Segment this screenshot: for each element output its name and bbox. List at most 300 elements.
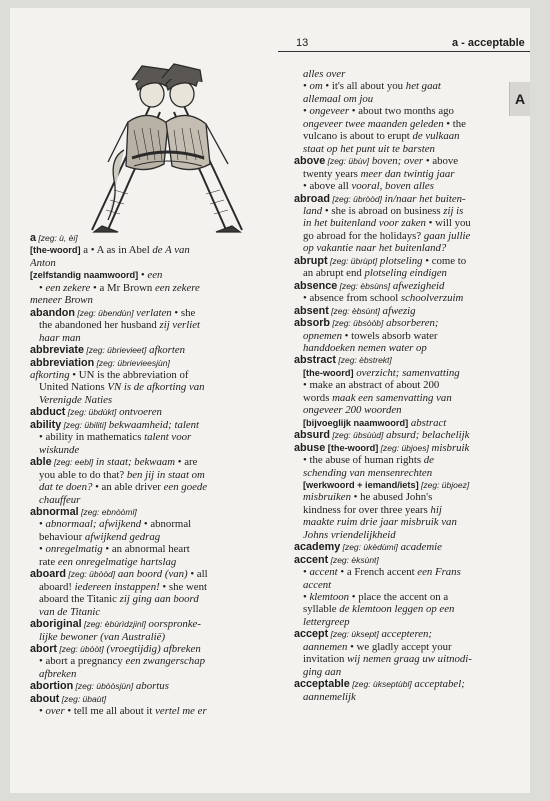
- line-text: meer dan twintig jaar: [360, 167, 455, 180]
- line-text: • all: [187, 568, 208, 581]
- dictionary-line: [30, 693, 252, 705]
- dictionary-line: [30, 543, 252, 555]
- dictionary-line: [294, 454, 510, 466]
- dictionary-line: [294, 68, 510, 80]
- line-text: abnormaal; afwijkend: [45, 518, 142, 531]
- line-text: • abort a pregnancy: [39, 655, 126, 668]
- line-text: [zeg: übòòd]: [66, 569, 116, 580]
- dictionary-line: [294, 105, 510, 117]
- dictionary-page: [10, 8, 530, 793]
- line-text: •: [39, 543, 46, 556]
- dictionary-line: [30, 705, 252, 717]
- dictionary-line: [30, 494, 252, 506]
- line-text: in staat; bekwaam: [93, 456, 176, 469]
- dictionary-line: [294, 205, 510, 217]
- dictionary-line: [294, 529, 510, 541]
- line-text: gaan jullie: [423, 229, 471, 242]
- dictionary-line: [30, 294, 252, 306]
- line-text: opnemen: [303, 329, 342, 342]
- line-text: wij nemen graag uw uitnodi-: [347, 653, 472, 666]
- line-text: [the-woord]: [30, 245, 81, 256]
- headword: accent: [294, 553, 329, 566]
- line-text: •: [303, 566, 310, 579]
- dictionary-line: [30, 419, 252, 431]
- line-text: [zeg: èbùrìdzjinl]: [81, 619, 146, 630]
- dictionary-line: [294, 566, 510, 578]
- line-text: ben jij in staat om: [126, 468, 205, 481]
- line-text: Anton: [30, 256, 56, 269]
- line-text: [zeg: übsùùd]: [330, 430, 384, 441]
- line-text: [zeg: ù, èi]: [36, 233, 78, 243]
- dictionary-line: [294, 392, 510, 404]
- dictionary-line: [30, 506, 252, 518]
- line-text: Johns vriendelijkheid: [303, 528, 396, 541]
- line-text: meneer Brown: [30, 294, 93, 307]
- headword: abbreviation: [30, 356, 95, 369]
- dictionary-line: [294, 168, 510, 180]
- dictionary-line: [30, 568, 252, 580]
- line-text: oorspronke-: [145, 618, 201, 631]
- headword: absence: [294, 279, 338, 292]
- dictionary-line: [294, 267, 510, 279]
- line-text: afwezig: [379, 304, 416, 317]
- line-text: acceptabel;: [411, 678, 465, 691]
- line-text: wiskunde: [39, 443, 80, 456]
- dictionary-line: [30, 257, 252, 269]
- line-text: een zekere: [155, 281, 200, 294]
- line-text: vertel me er: [155, 705, 207, 718]
- line-text: [zeg: èbsùnt]: [328, 305, 380, 316]
- line-text: staat op het punt uit te barsten: [303, 142, 435, 155]
- line-text: lettergreep: [303, 615, 350, 628]
- line-text: abstract: [408, 416, 447, 429]
- line-text: zij is: [443, 204, 464, 217]
- dictionary-line: [294, 678, 510, 690]
- dictionary-line: [294, 554, 510, 566]
- line-text: [zeg: übendùn]: [75, 307, 134, 318]
- line-text: schending van mensenrechten: [303, 466, 433, 479]
- line-text: the abandoned her husband: [39, 319, 160, 332]
- line-text: • a Mr Brown: [90, 281, 155, 294]
- line-text: • she went: [159, 580, 207, 593]
- page-number: 13: [296, 37, 309, 49]
- line-text: talent voor: [144, 431, 192, 444]
- line-text: in het buitenland voor zaken: [303, 217, 426, 230]
- dictionary-line: [30, 593, 252, 605]
- line-text: in/naar het buiten-: [381, 192, 466, 205]
- dictionary-line: [294, 666, 510, 678]
- dictionary-line: [294, 305, 510, 317]
- line-text: absurd; belachelijk: [383, 429, 470, 442]
- dictionary-line: [294, 653, 510, 665]
- dictionary-line: [294, 118, 510, 130]
- line-text: het gaat: [405, 80, 441, 93]
- line-text: [zeg: übaùt]: [59, 693, 107, 704]
- line-text: allemaal om jou: [303, 92, 374, 105]
- dictionary-line: [294, 404, 510, 416]
- line-text: vulcano is about to erupt: [303, 130, 413, 143]
- dictionary-line: [294, 242, 510, 254]
- line-text: (vroegtijdig) afbreken: [103, 642, 201, 655]
- line-text: bekwaamheid; talent: [106, 418, 200, 431]
- headword: abstract: [294, 354, 337, 367]
- line-text: [zeg: ùbòòsjùn]: [73, 681, 134, 692]
- line-text: accent: [309, 566, 338, 579]
- line-text: • we gladly accept your: [347, 640, 452, 653]
- dictionary-line: [30, 655, 252, 667]
- line-text: onregelmatig: [45, 543, 103, 556]
- line-text: • the abuse of human rights: [303, 454, 424, 467]
- line-text: you able to do that?: [39, 468, 127, 481]
- dictionary-line: [294, 130, 510, 142]
- line-text: • she: [171, 306, 196, 319]
- line-text: behaviour: [39, 530, 85, 543]
- line-text: misbruik: [428, 441, 470, 454]
- headword: about: [30, 692, 60, 705]
- line-text: schoolverzuim: [400, 292, 464, 305]
- line-text: absorberen;: [383, 317, 439, 330]
- dictionary-line: [294, 367, 510, 379]
- headword: absorb: [294, 317, 330, 330]
- line-text: • UN is the abbreviation of: [69, 368, 189, 381]
- headword: able: [30, 456, 52, 469]
- dictionary-line: [294, 429, 510, 441]
- line-text: •: [303, 105, 310, 118]
- line-text: haar man: [39, 331, 81, 344]
- line-text: • towels absorb water: [341, 329, 438, 342]
- headword: abduct: [30, 406, 66, 419]
- line-text: een zwangerschap: [125, 655, 205, 668]
- line-text: afkorten: [146, 344, 186, 357]
- line-text: [zeg: èbstrekt]: [336, 355, 392, 366]
- headword: abrupt: [294, 254, 328, 267]
- left-column: [30, 232, 252, 718]
- dictionary-line: [30, 319, 252, 331]
- headword: aboard: [30, 568, 66, 581]
- line-text: • an abnormal heart: [102, 543, 190, 556]
- line-text: overzicht; samenvatting: [353, 366, 460, 379]
- line-text: plotseling: [377, 254, 423, 267]
- dictionary-line: [30, 456, 252, 468]
- line-text: land: [303, 204, 323, 217]
- line-text: •: [138, 269, 148, 282]
- dictionary-line: [30, 357, 252, 369]
- line-text: verlaten: [133, 306, 172, 319]
- letter-a-illustration: [62, 50, 272, 240]
- line-text: • the: [443, 117, 466, 130]
- dictionary-line: [294, 230, 510, 242]
- line-text: maakte ruim drie jaar misbruik van: [303, 516, 457, 529]
- dictionary-line: [30, 394, 252, 406]
- dictionary-line: [294, 504, 510, 516]
- line-text: [bijvoeglijk naamwoord]: [303, 417, 409, 428]
- dictionary-line: [294, 467, 510, 479]
- line-text: •: [39, 705, 46, 718]
- line-text: alles over: [303, 68, 346, 80]
- line-text: • above all: [303, 180, 352, 193]
- line-text: • place the accent on a: [349, 591, 449, 604]
- line-text: [zeg: übjoes]: [378, 442, 429, 453]
- dictionary-line: [294, 143, 510, 155]
- dictionary-line: [294, 603, 510, 615]
- headword: accept: [294, 628, 329, 641]
- line-text: op vakantie naar het buitenland?: [303, 242, 447, 255]
- line-text: • make an abstract of about 200: [303, 379, 440, 392]
- dictionary-line: [294, 579, 510, 591]
- line-text: chauffeur: [39, 493, 81, 506]
- dictionary-line: [30, 618, 252, 630]
- dictionary-line: [30, 381, 252, 393]
- line-text: United Nations: [39, 381, 108, 394]
- dictionary-line: [294, 193, 510, 205]
- line-text: afkorting: [30, 368, 70, 381]
- line-text: zij verliet: [159, 319, 201, 332]
- line-text: iedereen instappen!: [74, 580, 160, 593]
- line-text: [the-woord]: [303, 367, 354, 378]
- dictionary-line: [294, 479, 510, 491]
- line-text: • absence from school: [303, 292, 401, 305]
- line-text: een Frans: [417, 566, 461, 579]
- line-text: accent: [303, 578, 332, 591]
- right-column: [294, 68, 510, 703]
- dictionary-line: [30, 581, 252, 593]
- line-text: [zeg: èksùnt]: [328, 554, 379, 565]
- line-text: syllable: [303, 603, 340, 616]
- line-text: ontvoeren: [116, 406, 162, 419]
- thumb-index-tab: [509, 82, 530, 116]
- line-text: invitation: [303, 653, 348, 666]
- line-text: ongeveer 200 woorden: [303, 404, 402, 417]
- line-text: [zeg: èbsùns]: [337, 280, 391, 291]
- line-text: [zeg: ùkèdùmi]: [340, 542, 398, 553]
- line-text: an abrupt end: [303, 267, 365, 280]
- line-text: plotseling eindigen: [364, 267, 447, 280]
- dictionary-line: [30, 344, 252, 356]
- line-text: [zeg: ùbòòt]: [57, 643, 104, 654]
- headword: absurd: [294, 429, 330, 442]
- line-text: • he abused John's: [350, 491, 433, 504]
- line-text: maak een samenvatting van: [332, 391, 452, 404]
- line-text: [zeg: übrùpt]: [327, 255, 378, 266]
- line-text: words: [303, 391, 333, 404]
- dictionary-line: [30, 232, 252, 244]
- headword: a: [30, 232, 37, 244]
- dictionary-line: [30, 244, 252, 256]
- line-text: [zeg: übsòòb]: [330, 318, 384, 329]
- dictionary-line: [30, 606, 252, 618]
- dictionary-line: [294, 317, 510, 329]
- line-text: twenty years: [303, 167, 361, 180]
- line-text: [zeg: übrievieesjùn]: [94, 357, 170, 368]
- dictionary-line: [30, 518, 252, 530]
- line-text: • will you: [425, 217, 471, 230]
- headword: abuse: [294, 441, 326, 454]
- line-text: VN is de afkorting van: [107, 381, 205, 394]
- entry-range: a - acceptable: [452, 37, 525, 49]
- headword: abortion: [30, 680, 74, 693]
- line-text: een zekere: [45, 281, 91, 294]
- line-text: over: [45, 705, 65, 718]
- dictionary-line: [30, 531, 252, 543]
- headword: abnormal: [30, 505, 79, 518]
- line-text: de klemtoon leggen op een: [339, 603, 455, 616]
- line-text: • come to: [422, 254, 467, 267]
- line-text: • it's all about you: [322, 80, 406, 93]
- dictionary-line: [294, 280, 510, 292]
- dictionary-line: [30, 469, 252, 481]
- dictionary-line: [30, 556, 252, 568]
- dictionary-line: [30, 282, 252, 294]
- line-text: aannemelijk: [303, 690, 356, 703]
- line-text: rate: [39, 555, 58, 568]
- dictionary-line: [294, 80, 510, 92]
- line-text: Verenigde Naties: [39, 393, 113, 406]
- line-text: [zeg: eebl]: [51, 457, 94, 468]
- dictionary-line: [30, 631, 252, 643]
- line-text: abortus: [133, 680, 169, 693]
- line-text: •: [39, 518, 46, 531]
- line-text: [zelfstandig naamwoord]: [30, 270, 139, 281]
- line-text: ongeveer twee maanden geleden: [303, 117, 444, 130]
- line-text: • abnormal: [141, 518, 192, 531]
- dictionary-line: [30, 431, 252, 443]
- line-text: handdoeken nemen water op: [303, 341, 427, 354]
- line-text: klemtoon: [309, 591, 350, 604]
- dictionary-line: [30, 332, 252, 344]
- line-text: [the-woord]: [325, 442, 379, 453]
- line-text: kindness for over three years: [303, 503, 431, 516]
- headword: abroad: [294, 192, 330, 205]
- line-text: afbreken: [39, 667, 77, 680]
- headword: academy: [294, 541, 341, 554]
- line-text: go abroad for the holidays?: [303, 229, 424, 242]
- dictionary-line: [294, 641, 510, 653]
- line-text: • tell me all about it: [64, 705, 156, 718]
- headword: abbreviate: [30, 344, 85, 357]
- line-text: • ability in mathematics: [39, 431, 145, 444]
- headword: acceptable: [294, 678, 350, 691]
- dictionary-line: [294, 354, 510, 366]
- dictionary-line: [30, 406, 252, 418]
- line-text: de vulkaan: [412, 130, 460, 143]
- line-text: van de Titanic: [39, 605, 101, 618]
- line-text: accepteren;: [378, 628, 433, 641]
- line-text: • an able driver: [92, 481, 164, 494]
- line-text: aannemen: [303, 640, 348, 653]
- dictionary-line: [294, 292, 510, 304]
- line-text: [zeg: übròòd]: [330, 193, 382, 204]
- line-text: [zeg: übùv]: [325, 156, 370, 167]
- dictionary-line: [294, 255, 510, 267]
- headword: abort: [30, 642, 57, 655]
- line-text: [zeg: ùkseptùbl]: [349, 679, 412, 690]
- line-text: academie: [397, 541, 442, 554]
- line-text: ging aan: [303, 665, 342, 678]
- dictionary-line: [30, 643, 252, 655]
- line-text: [zeg: übjoez]: [418, 479, 470, 490]
- line-text: • she is abroad on business: [322, 204, 444, 217]
- dictionary-line: [294, 442, 510, 454]
- dictionary-line: [294, 417, 510, 429]
- headword: above: [294, 155, 326, 168]
- headword: abandon: [30, 306, 75, 319]
- headword: ability: [30, 418, 62, 431]
- line-text: •: [303, 80, 310, 93]
- dictionary-line: [294, 155, 510, 167]
- dictionary-line: [30, 269, 252, 281]
- line-text: boven; over: [369, 155, 424, 168]
- line-text: afwezigheid: [390, 279, 445, 292]
- dictionary-line: [30, 444, 252, 456]
- line-text: •: [39, 281, 46, 294]
- line-text: een onregelmatige hartslag: [57, 555, 177, 568]
- dictionary-line: [294, 628, 510, 640]
- line-text: • A as in Abel: [90, 244, 153, 257]
- dictionary-line: [294, 541, 510, 553]
- headword: aboriginal: [30, 618, 82, 631]
- line-text: afwijkend gedrag: [84, 530, 161, 543]
- dictionary-line: [30, 680, 252, 692]
- line-text: • are: [175, 456, 198, 469]
- line-text: [werkwoord + iemand/iets]: [303, 479, 419, 490]
- line-text: [zeg: übrievieet]: [84, 345, 147, 356]
- line-text: de: [423, 454, 434, 467]
- line-text: a: [80, 244, 91, 257]
- line-text: de A van: [152, 244, 190, 257]
- line-text: aboard the Titanic: [39, 593, 120, 606]
- dictionary-line: [30, 369, 252, 381]
- line-text: •: [303, 591, 310, 604]
- line-text: [zeg: ebnòòml]: [78, 506, 137, 517]
- dictionary-line: [294, 691, 510, 703]
- header-rule: [278, 51, 530, 52]
- line-text: vooral, boven alles: [351, 180, 434, 193]
- line-text: [zeg: ùksept]: [328, 629, 379, 640]
- line-text: ongeveer: [309, 105, 350, 118]
- line-text: om: [309, 80, 323, 93]
- line-text: lijke bewoner (van Australië): [39, 630, 166, 643]
- line-text: aan boord (van): [115, 568, 188, 581]
- line-text: misbruiken: [303, 491, 351, 504]
- line-text: een: [147, 269, 163, 282]
- line-text: • about two months ago: [349, 105, 454, 118]
- dictionary-line: [294, 217, 510, 229]
- dictionary-line: [294, 516, 510, 528]
- thumb-index-letter: A: [514, 91, 526, 107]
- headword: absent: [294, 304, 329, 317]
- line-text: zij ging aan boord: [119, 593, 199, 606]
- line-text: • a French accent: [337, 566, 418, 579]
- line-text: hij: [430, 503, 442, 516]
- dictionary-line: [30, 668, 252, 680]
- line-text: dat te doen?: [39, 481, 93, 494]
- dictionary-line: [294, 379, 510, 391]
- dictionary-line: [294, 180, 510, 192]
- dictionary-line: [294, 342, 510, 354]
- dictionary-line: [294, 491, 510, 503]
- dictionary-line: [294, 330, 510, 342]
- dictionary-line: [30, 307, 252, 319]
- dictionary-line: [294, 616, 510, 628]
- line-text: een goede: [163, 481, 208, 494]
- dictionary-line: [30, 481, 252, 493]
- dictionary-line: [294, 591, 510, 603]
- line-text: aboard!: [39, 580, 75, 593]
- dictionary-line: [294, 93, 510, 105]
- line-text: • above: [423, 155, 459, 168]
- line-text: [zeg: übiliti]: [61, 419, 107, 430]
- line-text: [zeg: übdùkt]: [65, 407, 117, 418]
